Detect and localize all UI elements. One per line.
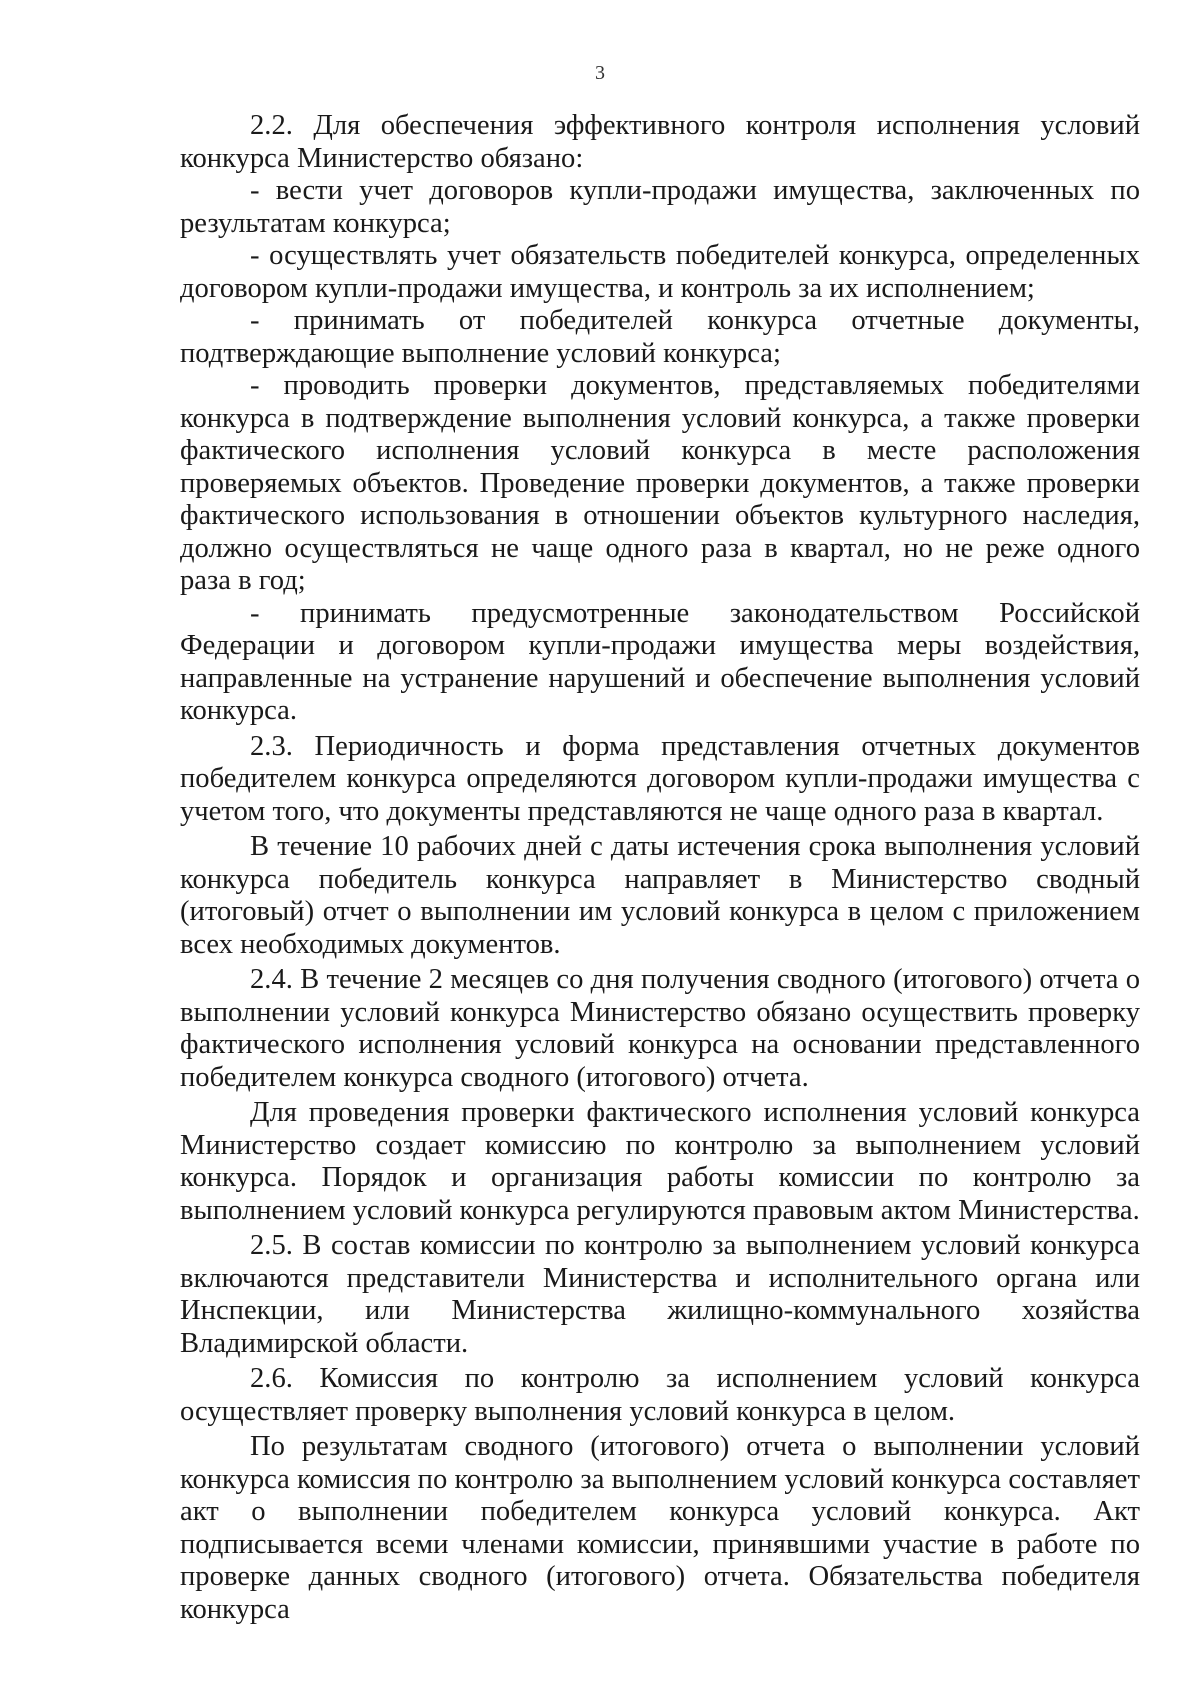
paragraph-2-4: 2.4. В течение 2 месяцев со дня получения сводного (итогового) отчета о выполнении условий конкурса Министерство обязано осуществить проверку фактического исполнения условий конкурса на основании представленного победителем конкурса сводного (итогового) отчета. <box>180 964 1140 1093</box>
page-number: 3 <box>595 62 605 84</box>
paragraph-act: По результатам сводного (итогового) отчета о выполнении условий конкурса комиссия по контролю за выполнением условий конкурса составляет акт о выполнении победителем конкурса условий конкурса. Акт подписывается всеми членами комиссии, принявшими участие в работе по проверке данных сводного (итогового) отчета. Обязательства победителя конкурса <box>180 1431 1140 1625</box>
paragraph-2-5: 2.5. В состав комиссии по контролю за выполнением условий конкурса включаются представители Министерства и исполнительного органа или Инспекции, или Министерства жилищно-коммунального хозяйства Владимирской области. <box>180 1230 1140 1359</box>
paragraph-2-2: 2.2. Для обеспечения эффективного контроля исполнения условий конкурса Министерство обязано: <box>180 110 1140 174</box>
paragraph-final-report: В течение 10 рабочих дней с даты истечения срока выполнения условий конкурса победитель конкурса направляет в Министерство сводный (итоговый) отчет о выполнении им условий конкурса в целом с приложением всех необходимых документов. <box>180 831 1140 960</box>
list-item-accept-reports: - принимать от победителей конкурса отчетные документы, подтверждающие выполнение условий конкурса; <box>180 305 1140 369</box>
list-item-take-measures: - принимать предусмотренные законодательством Российской Федерации и договором купли-продажи имущества меры воздействия, направленные на устранение нарушений и обеспечение выполнения условий конкурса. <box>180 597 1140 726</box>
document-body <box>180 110 1140 1626</box>
paragraph-2-6: 2.6. Комиссия по контролю за исполнением условий конкурса осуществляет проверку выполнения условий конкурса в целом. <box>180 1363 1140 1427</box>
list-item-record-obligations: - осуществлять учет обязательств победителей конкурса, определенных договором купли-продажи имущества, и контроль за их исполнением; <box>180 240 1140 304</box>
list-item-conduct-inspections: - проводить проверки документов, представляемых победителями конкурса в подтверждение выполнения условий конкурса, а также проверки фактического исполнения условий конкурса в месте расположения проверяемых объектов. Проведение проверки документов, а также проверки фактического использования в отношении объектов культурного наследия, должно осуществляться не чаще одного раза в квартал, но не реже одного раза в год; <box>180 370 1140 596</box>
paragraph-2-3: 2.3. Периодичность и форма представления отчетных документов победителем конкурса определяются договором купли-продажи имущества с учетом того, что документы представляются не чаще одного раза в квартал. <box>180 730 1140 827</box>
paragraph-commission-creation: Для проведения проверки фактического исполнения условий конкурса Министерство создает комиссию по контролю за выполнением условий конкурса. Порядок и организация работы комиссии по контролю за выполнением условий конкурса регулируются правовым актом Министерства. <box>180 1097 1140 1226</box>
list-item-record-contracts: - вести учет договоров купли-продажи имущества, заключенных по результатам конкурса; <box>180 175 1140 239</box>
